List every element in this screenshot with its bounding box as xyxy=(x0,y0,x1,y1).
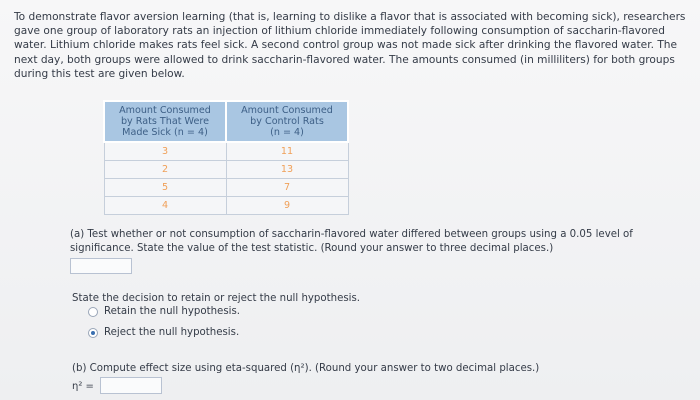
table-cell: 3 xyxy=(104,142,226,161)
eta-squared-label: η² = xyxy=(72,381,94,392)
test-statistic-input[interactable] xyxy=(70,258,132,274)
table-row xyxy=(104,161,348,179)
option-reject[interactable] xyxy=(88,327,239,338)
table-cell: 2 xyxy=(104,161,226,179)
table-row xyxy=(104,197,348,215)
option-retain-label: Retain the null hypothesis. xyxy=(104,306,241,317)
option-reject-label: Reject the null hypothesis. xyxy=(104,327,240,338)
header-sick-rats: Amount Consumed by Rats That Were Made Sick (n = 4) xyxy=(104,101,226,142)
table-row xyxy=(104,142,348,161)
problem-statement: To demonstrate flavor aversion learning (that is, learning to dislike a flavor that is associated with becoming sick), researchers gave one group of laboratory rats an injection of lithium chloride immediately following consumption of saccharin-flavored water. Lithium chloride makes rats feel sick. A second control group was not made sick after drinking the flavored water. The next day, both groups were allowed to drink saccharin-flavored water. The amounts consumed (in milliliters) for both groups during this test are given below. xyxy=(14,11,686,80)
eta-squared-input[interactable] xyxy=(100,377,162,394)
table-cell: 5 xyxy=(104,179,226,197)
data-table xyxy=(103,100,349,215)
header-control-rats: Amount Consumed by Control Rats (n = 4) xyxy=(226,101,348,142)
table-cell: 7 xyxy=(226,179,348,197)
table-cell: 11 xyxy=(226,142,348,161)
radio-retain[interactable] xyxy=(88,307,98,317)
part-b-question: (b) Compute effect size using eta-squared (η²). (Round your answer to two decimal places.) xyxy=(72,363,540,374)
radio-reject[interactable] xyxy=(88,328,98,338)
decision-prompt: State the decision to retain or reject the null hypothesis. xyxy=(72,293,361,304)
table-row xyxy=(104,179,348,197)
table-cell: 4 xyxy=(104,197,226,215)
part-a-question: (a) Test whether or not consumption of saccharin-flavored water differed between groups using a 0.05 level of significance. State the value of the test statistic. (Round your answer to three decimal places.) xyxy=(70,229,633,254)
option-retain[interactable] xyxy=(88,306,240,317)
table-cell: 13 xyxy=(226,161,348,179)
table-cell: 9 xyxy=(226,197,348,215)
